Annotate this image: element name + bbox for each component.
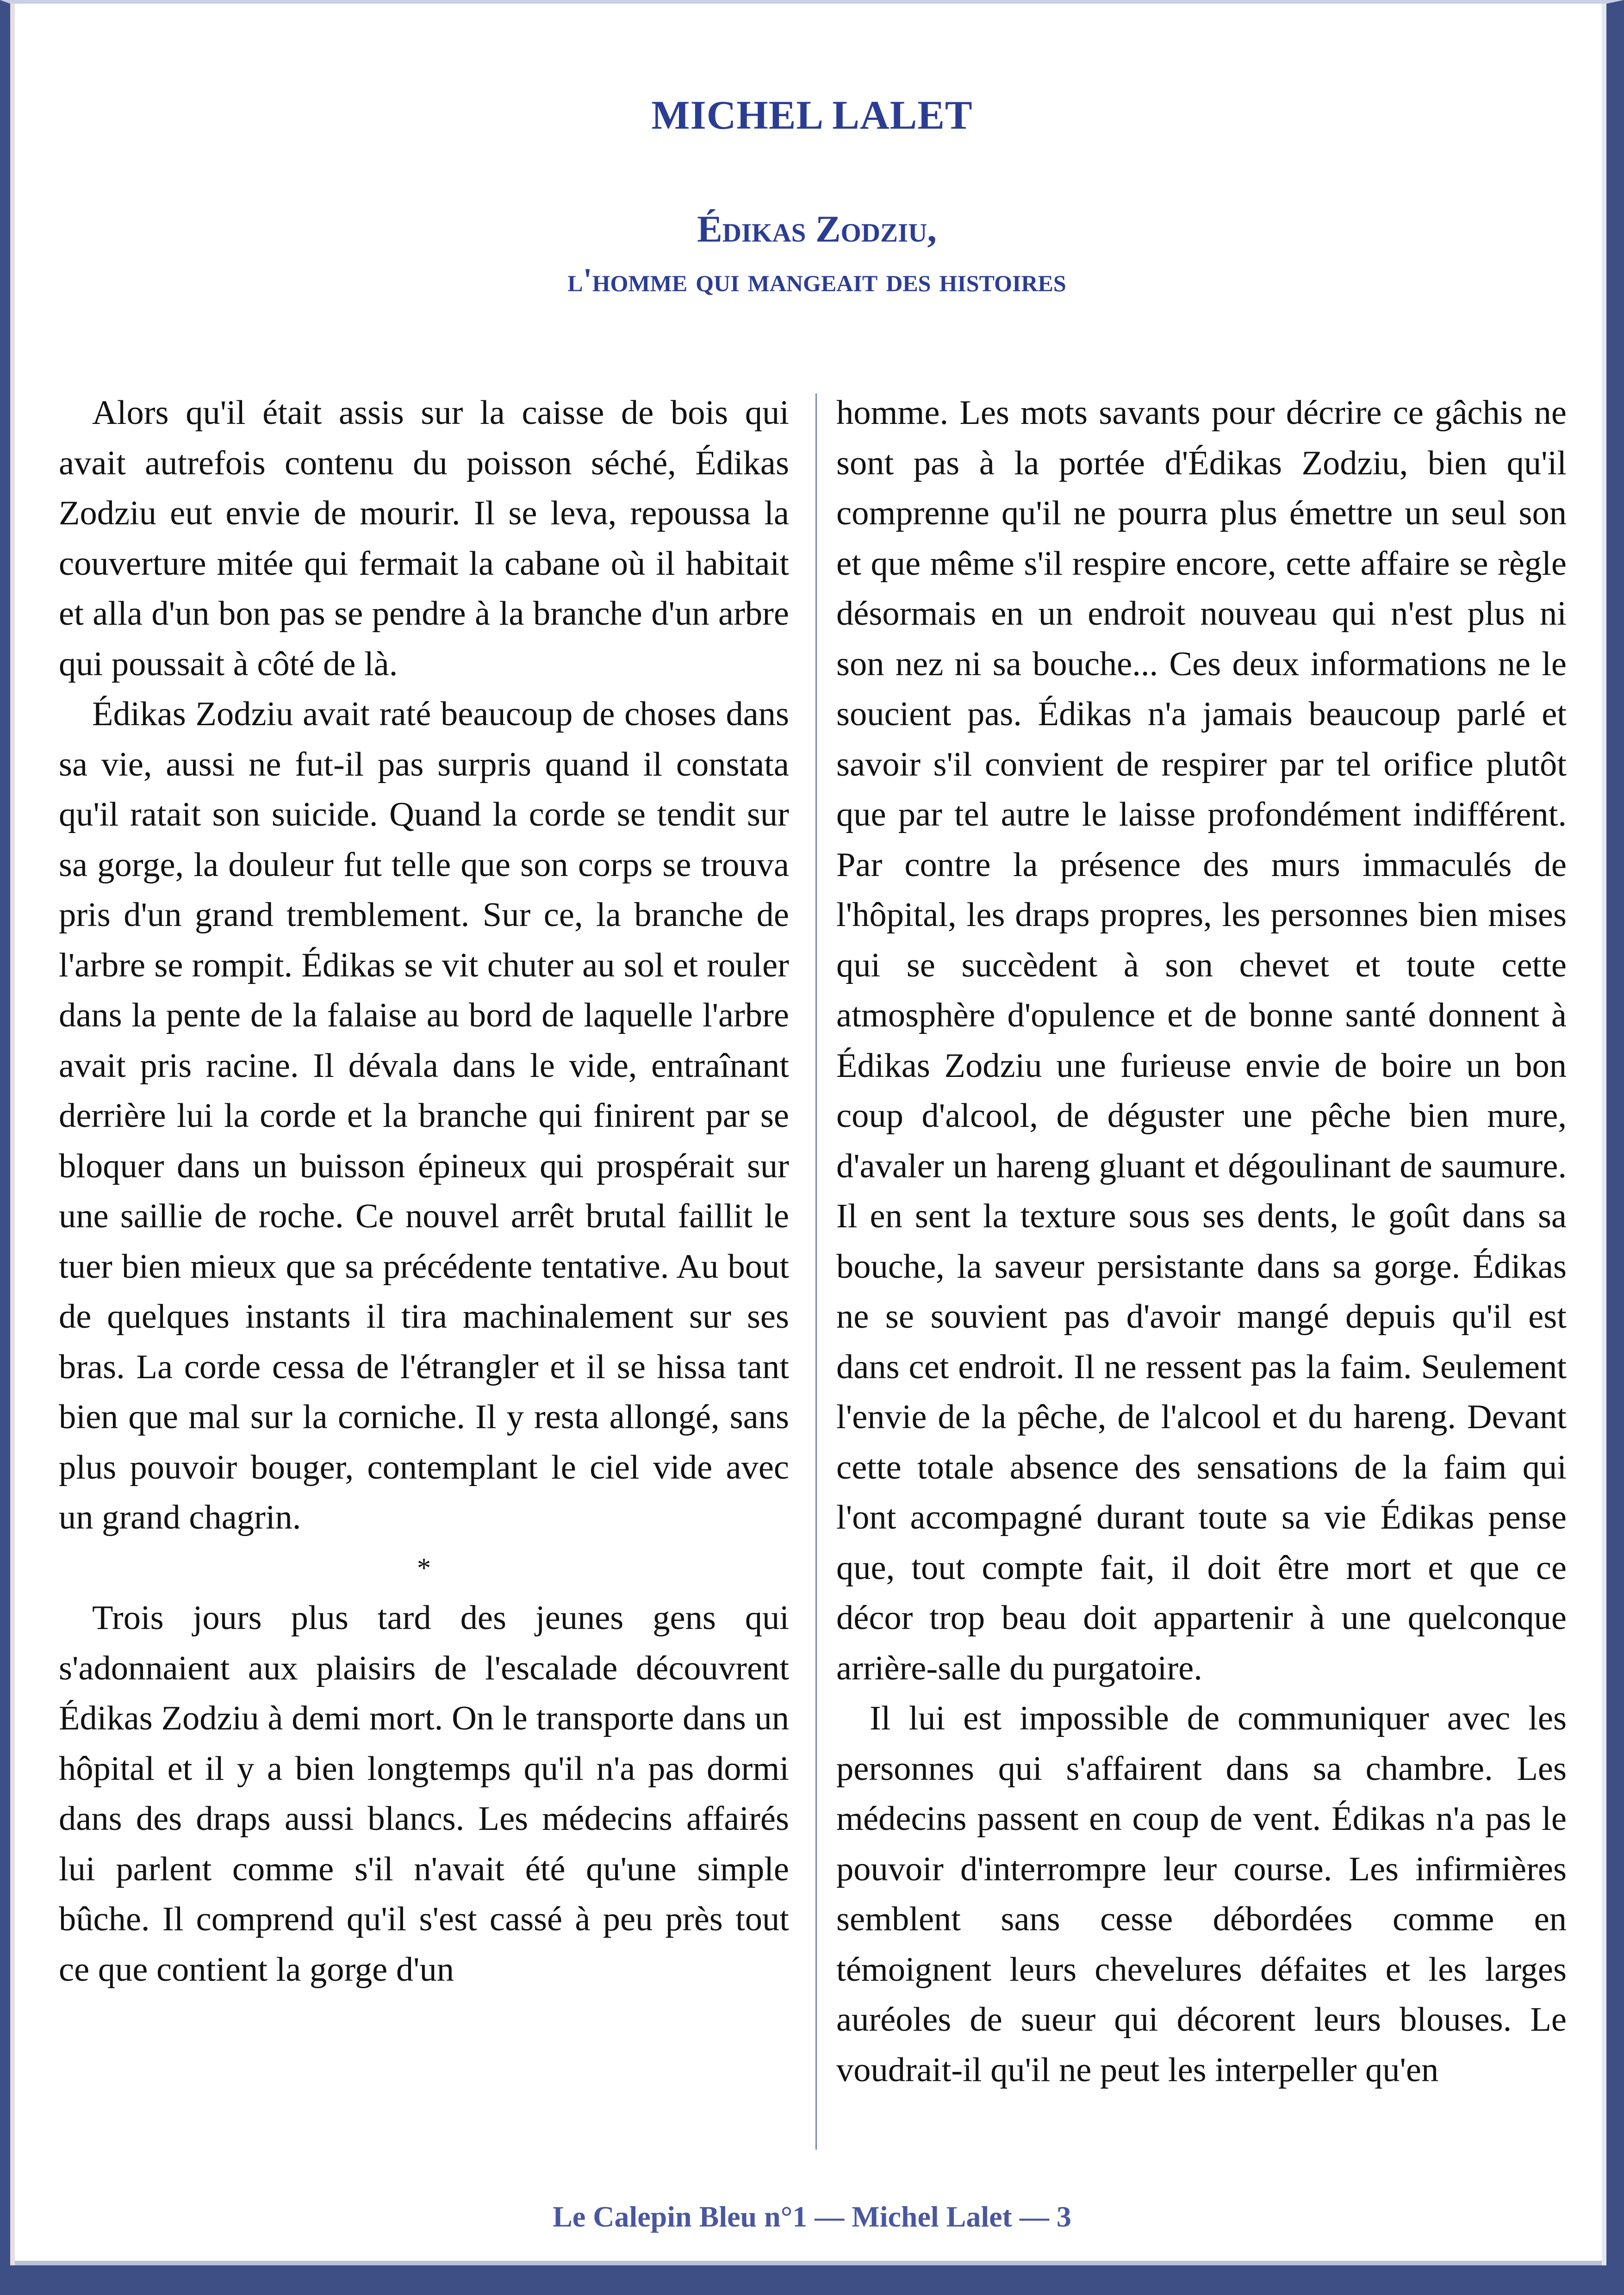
left-text-column [59,388,789,2160]
author-name: MICHEL LALET [651,93,973,138]
story-title: Édikas Zodziu, [697,208,937,250]
paragraph: Il lui est impossible de communiquer avec les personnes qui s'affairent dans sa chambre. Les médecins passent en coup de vent. Édikas n'a pas le pouvoir d'interrompre leur course. Les infirmières semblent sans cesse débordées comme en témoignent leurs chevelures défaites et les larges auréoles de sueur qui décorent leurs blouses. Le voudrait-il qu'il ne peut les interpeller qu'en [836,1699,1567,2089]
section-separator: * [417,1552,431,1583]
page-footer: Le Calepin Bleu n°1 — Michel Lalet — 3 [553,2200,1071,2233]
right-text-column [836,388,1567,2160]
paragraph-continued: homme. Les mots savants pour décrire ce gâchis ne sont pas à la portée d'Édikas Zodziu, bien qu'il comprenne qu'il ne pourra plus émettre un seul son et que même s'il respire encore, cette affaire se règle désormais en un endroit nouveau qui n'est plus ni son nez ni sa bouche... Ces deux informations ne le soucient pas. Édikas n'a jamais beaucoup parlé et savoir s'il convient de respirer par tel orifice plutôt que par tel autre le laisse profondément indifférent. Par contre la présence des murs immaculés de l'hôpital, les draps propres, les personnes bien mises qui se succèdent à son chevet et toute cette atmosphère d'opulence et de bonne santé donnent à Édikas Zodziu une furieuse envie de boire un bon coup d'alcool, de déguster une pêche bien mure, d'avaler un hareng gluant et dégoulinant de saumure. Il en sent la texture sous ses dents, le goût dans sa bouche, la saveur persistante dans sa gorge. Édikas ne se souvient pas d'avoir mangé depuis qu'il est dans cet endroit. Il ne ressent pas la faim. Seulement l'envie de la pêche, de l'alcool et du hareng. Devant cette totale absence des sensations de la faim qui l'ont accompagné durant toute sa vie Édikas pense que, tout compte fait, il doit être mort et que ce décor trop beau doit appartenir à une quelconque arrière-salle du purgatoire. [836,394,1567,1687]
paragraph: Édikas Zodziu avait raté beaucoup de choses dans sa vie, aussi ne fut-il pas surpris quand il constata qu'il ratait son suicide. Quand la corde se tendit sur sa gorge, la douleur fut telle que son corps se trouva pris d'un grand tremblement. Sur ce, la branche de l'arbre se rompit. Édikas se vit chuter au sol et rouler dans la pente de la falaise au bord de laquelle l'arbre avait pris racine. Il dévala dans le vide, entraînant derrière lui la corde et la branche qui finirent par se bloquer dans un buisson épineux qui prospérait sur une saillie de roche. Ce nouvel arrêt brutal faillit le tuer bien mieux que sa précédente tentative. Au bout de quelques instants il tira machinalement sur ses bras. La corde cessa de l'étrangler et il se hissa tant bien que mal sur la corniche. Il y resta allongé, sans plus pouvoir bouger, contemplant le ciel vide avec un grand chagrin. [59,695,789,1536]
column-divider [815,393,817,2150]
story-subtitle: l'homme qui mangeait des histoires [567,261,1066,299]
paragraph: Trois jours plus tard des jeunes gens qui s'adonnaient aux plaisirs de l'escalade découvrent Édikas Zodziu à demi mort. On le transporte dans un hôpital et il y a bien longtemps qu'il n'a pas dormi dans des draps aussi blancs. Les médecins affairés lui parlent comme s'il n'avait été qu'une simple bûche. Il comprend qu'il s'est cassé à peu près tout ce que contient la gorge d'un [59,1599,789,1989]
paragraph: Alors qu'il était assis sur la caisse de bois qui avait autrefois contenu du poisson séché, Édikas Zodziu eut envie de mourir. Il se leva, repoussa la couverture mitée qui fermait la cabane où il habitait et alla d'un bon pas se pendre à la branche d'un arbre qui poussait à côté de là. [59,394,789,683]
